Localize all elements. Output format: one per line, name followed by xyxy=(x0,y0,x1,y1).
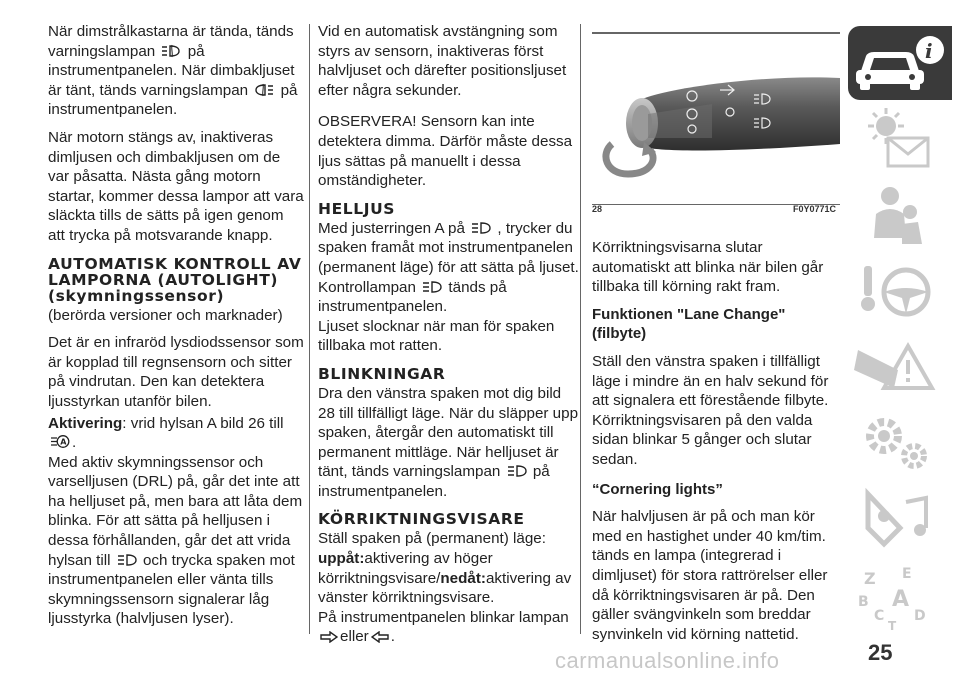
column-divider-2 xyxy=(580,24,581,634)
svg-text:A: A xyxy=(60,437,67,447)
lever-illustration xyxy=(592,34,840,204)
heading-cornering: “Cornering lights” xyxy=(592,480,723,498)
high-beam-icon xyxy=(507,464,527,478)
paragraph-blinkningar: Dra den vänstra spaken mot dig bild 28 till tillfälligt läge. När du släpper upp spaken, återgår den automatiskt till permanent mittläge. När helljuset är tänt, tänds varningslampan på instrumentpanelen. xyxy=(318,384,579,500)
column-right xyxy=(592,238,842,652)
svg-text:T: T xyxy=(888,619,897,632)
tab-emergency[interactable] xyxy=(848,330,952,404)
tab-maintenance[interactable] xyxy=(848,406,952,480)
svg-text:Z: Z xyxy=(864,569,876,588)
paragraph-cornering: När halvljusen är på och man kör med en hastighet under 40 km/tim. tänds en lampa (integrerad i dimljuset) för stora rattrörelser eller då körriktningsvisaren är på. Den gäller svängvinkeln som breddar synvinkeln vid körning nattetid. xyxy=(592,508,828,643)
heading-note: (berörda versioner och marknader) xyxy=(48,306,283,324)
paragraph-auto-off: Vid en automatisk avstängning som styrs av sensorn, inaktiveras först halvljuset och därefter positionsljuset efter några sekunder. xyxy=(318,23,567,99)
maintenance-icon xyxy=(848,406,952,480)
paragraph-helljus: Med justerringen A på , trycker du spaken framåt mot instrumentpanelen (permanent läge) för att sätta på ljuset. Kontrollampan tänds på instrumentpanelen. xyxy=(318,219,579,316)
paragraph-fog-lights: När dimstrålkastarna är tända, tänds varningslampan på instrumentpanelen. När dimbakljuset är tänt, tänds varningslampan på instrumentpanelen. xyxy=(48,23,298,119)
paragraph-helljus-off: Ljuset slocknar när man för spaken tillbaka mot ratten. xyxy=(318,317,555,355)
paragraph-korr-directions: uppåt:aktivering av höger körriktningsvisare/nedåt:aktivering av vänster körriktningsvisare. xyxy=(318,550,572,607)
svg-text:D: D xyxy=(914,608,926,624)
auto-light-icon xyxy=(50,434,70,449)
paragraph-engine-off: När motorn stängs av, inaktiveras dimljusen och dimbakljusen om de var påsatta. Nästa gång motorn startar, kommer dessa lampor att vara släckta tills de sätts på igen genom att trycka på motsvarande knapp. xyxy=(48,128,304,244)
heading-lane-change: Funktionen "Lane Change" (filbyte) xyxy=(592,305,786,343)
right-turn-signal-icon xyxy=(320,631,338,643)
high-beam-icon xyxy=(117,553,137,567)
tab-safety[interactable] xyxy=(848,178,952,252)
paragraph-activation: Aktivering: vrid hylsan A bild 26 till A . xyxy=(48,414,284,452)
watermark: carmanualsonline.info xyxy=(555,648,780,673)
tab-index[interactable] xyxy=(848,558,952,632)
paragraph-korr-panel: På instrumentpanelen blinkar lampan eller . xyxy=(318,608,569,646)
paragraph-sensor: Det är en infraröd lysdiodssensor som är kopplad till regnsensorn och sitter på vindrutan. Den kan detektera ljusstyrkan utanför bilen. xyxy=(48,334,304,410)
tab-car-info[interactable] xyxy=(848,26,952,100)
column-left xyxy=(48,22,304,637)
safety-icon xyxy=(848,178,952,252)
high-beam-icon xyxy=(471,221,491,235)
figure-lever xyxy=(592,32,840,205)
front-fog-light-icon xyxy=(161,44,181,58)
rear-fog-light-icon xyxy=(254,83,274,97)
paragraph-notice: OBSERVERA! Sensorn kan inte detektera dimma. Därför måste dessa ljus sättas på manuellt i dessa omständigheter. xyxy=(318,113,573,190)
heading-helljus: HELLJUS xyxy=(318,199,396,218)
paragraph-drl: Med aktiv skymningssensor och varselljusen (DRL) på, går det inte att ha helljuset på, men bara att låta dem blinka. För att sätta på helljusen i dessa förhållanden, går det att vrida hylsan till och trycka spaken mot instrumentpanelen eller vänta tills skymningssensorn signalerar låg ljusstyrka (halvljusen lyser). xyxy=(48,453,303,628)
car-info-icon xyxy=(848,26,952,100)
svg-text:C: C xyxy=(874,608,885,624)
lights-warning-icon xyxy=(848,102,952,176)
chapter-sidebar xyxy=(848,26,960,632)
svg-text:A: A xyxy=(892,587,910,612)
paragraph-lane-change: Ställ den vänstra spaken i tillfälligt läge i mindre än en halv sekund för att signalera ett förestående filbyte. Körriktningsvisaren på den valda sidan blinkar 5 gånger och slutar sedan. xyxy=(592,352,829,468)
tab-multimedia[interactable] xyxy=(848,482,952,556)
svg-text:B: B xyxy=(858,594,869,610)
paragraph-korr-intro: Ställ spaken på (permanent) läge: xyxy=(318,530,546,548)
tab-lights-warning[interactable] xyxy=(848,102,952,176)
svg-text:E: E xyxy=(902,566,912,582)
tab-starting-driving[interactable] xyxy=(848,254,952,328)
heading-autolight: AUTOMATISK KONTROLL AV LAMPORNA (AUTOLIGHT) (skymningssensor) xyxy=(48,254,302,305)
left-turn-signal-icon xyxy=(371,631,389,643)
svg-text:i: i xyxy=(925,39,933,63)
figure-code: F0Y0771C xyxy=(792,204,836,214)
heading-blinkningar: BLINKNINGAR xyxy=(318,364,446,383)
index-icon xyxy=(848,558,952,632)
paragraph-auto-stop: Körriktningsvisarna slutar automatiskt att blinka när bilen går tillbaka till körning rakt fram. xyxy=(592,239,824,296)
column-middle xyxy=(318,22,580,655)
heading-korriktningsvisare: KÖRRIKTNINGSVISARE xyxy=(318,510,525,529)
column-divider-1 xyxy=(309,24,310,634)
steering-wheel-icon xyxy=(848,254,952,328)
page-number: 25 xyxy=(868,640,893,665)
accident-icon xyxy=(848,330,952,404)
figure-number: 28 xyxy=(592,204,603,214)
multimedia-icon xyxy=(848,482,952,556)
high-beam-icon xyxy=(422,280,442,294)
